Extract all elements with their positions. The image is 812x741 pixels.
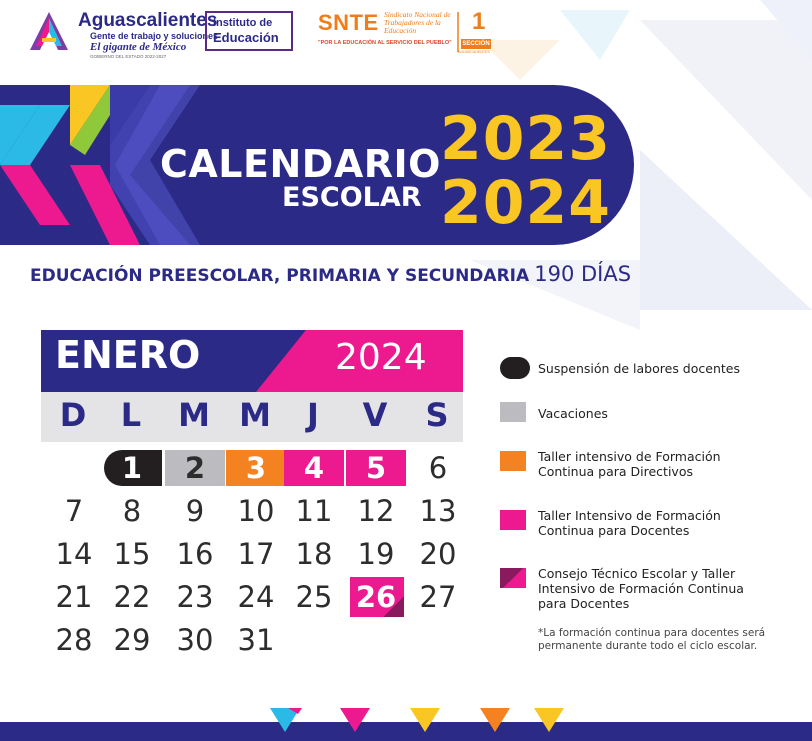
weekday-label: S [425,396,449,434]
calendar-day: 9 [185,494,205,528]
calendar-day: 14 [55,537,93,571]
calendar-day: 11 [295,494,333,528]
calendar-day: 27 [419,580,457,614]
education-levels: EDUCACIÓN PREESCOLAR, PRIMARIA Y SECUNDARIA [30,266,530,286]
calendar-day: 13 [419,494,457,528]
year-end: 2024 [440,168,611,238]
legend-swatch-consejo [500,568,526,588]
education-levels-line [30,262,631,286]
aguascalientes-small-text: GOBIERNO DEL ESTADO 2022-2027 [90,54,167,59]
calendar-day: 24 [237,580,275,614]
calendar-day: 30 [176,623,214,657]
legend-swatch-suspension [500,357,530,379]
calendar-day: 26 [355,580,397,614]
calendar-day: 10 [237,494,275,528]
legend-label-consejo: Consejo Técnico Escolar y Taller Intensivo de Formación Continua para Docentes [538,566,744,611]
calendar-day: 6 [428,451,448,485]
weekday-label: L [120,396,142,434]
calendar-day: 3 [245,451,267,485]
footer-arrows-decoration [270,706,600,736]
seccion-subtitle: AGUASCALIENTES [458,50,490,54]
legend-label-docentes: Taller Intensivo de Formación Continua para Docentes [538,508,721,538]
calendar-day: 29 [113,623,151,657]
year-start: 2023 [440,104,611,174]
weekday-label: M [239,396,271,434]
calendar-day: 16 [176,537,214,571]
calendar-day: 25 [295,580,333,614]
seccion-label: SECCIÓN [462,41,490,47]
instituto-line1: Instituto de [213,17,273,29]
calendar-day: 23 [176,580,214,614]
legend-label-suspension: Suspensión de labores docentes [538,361,740,376]
legend-label-vacaciones: Vacaciones [538,406,608,421]
calendar-day: 18 [295,537,333,571]
aguascalientes-title: Aguascalientes [78,10,218,31]
calendar-day: 15 [113,537,151,571]
calendar-day: 1 [121,451,143,485]
calendar-day: 31 [237,623,275,657]
calendar-day: 12 [357,494,395,528]
calendar-day: 7 [64,494,84,528]
seccion-number: 1 [472,8,486,35]
legend-label-directivos: Taller intensivo de Formación Continua para Directivos [538,449,721,479]
legend-swatch-directivos [500,451,526,471]
snte-motto: "POR LA EDUCACIÓN AL SERVICIO DEL PUEBLO" [318,40,452,46]
aguascalientes-logo-icon [28,10,70,52]
snte-logo-text: SNTE [318,10,379,35]
weekday-label: V [362,396,388,434]
calendar-day: 22 [113,580,151,614]
legend-swatch-docentes [500,510,526,530]
instituto-line2: Educación [213,30,279,45]
calendar-day: 2 [184,451,206,485]
calendar-day: 20 [419,537,457,571]
calendar-day: 21 [55,580,93,614]
calendar-day: 8 [122,494,142,528]
weekday-label: M [178,396,210,434]
calendar-day: 4 [303,451,325,485]
calendar-day: 17 [237,537,275,571]
footnote: *La formación continua para docentes será permanente durante todo el ciclo escolar. [538,627,766,652]
weekday-label: D [59,396,87,434]
calendar-subtitle: ESCOLAR [282,182,422,213]
weekday-label: J [307,396,319,434]
calendar-day: 5 [365,451,387,485]
legend-swatch-vacaciones [500,402,526,422]
calendar-day: 19 [357,537,395,571]
instituto-logo [205,11,293,51]
month-year: 2024 [335,337,427,378]
calendar-day: 28 [55,623,93,657]
aguascalientes-tagline: Gente de trabajo y soluciones [90,31,219,41]
aguascalientes-slogan: El gigante de México [90,41,187,53]
month-name: ENERO [55,333,201,377]
school-days: 190 DÍAS [534,262,632,286]
snte-description: Sindicato Nacional de Trabajadores de la Educación [384,10,451,35]
calendar-title: CALENDARIO [160,142,441,186]
